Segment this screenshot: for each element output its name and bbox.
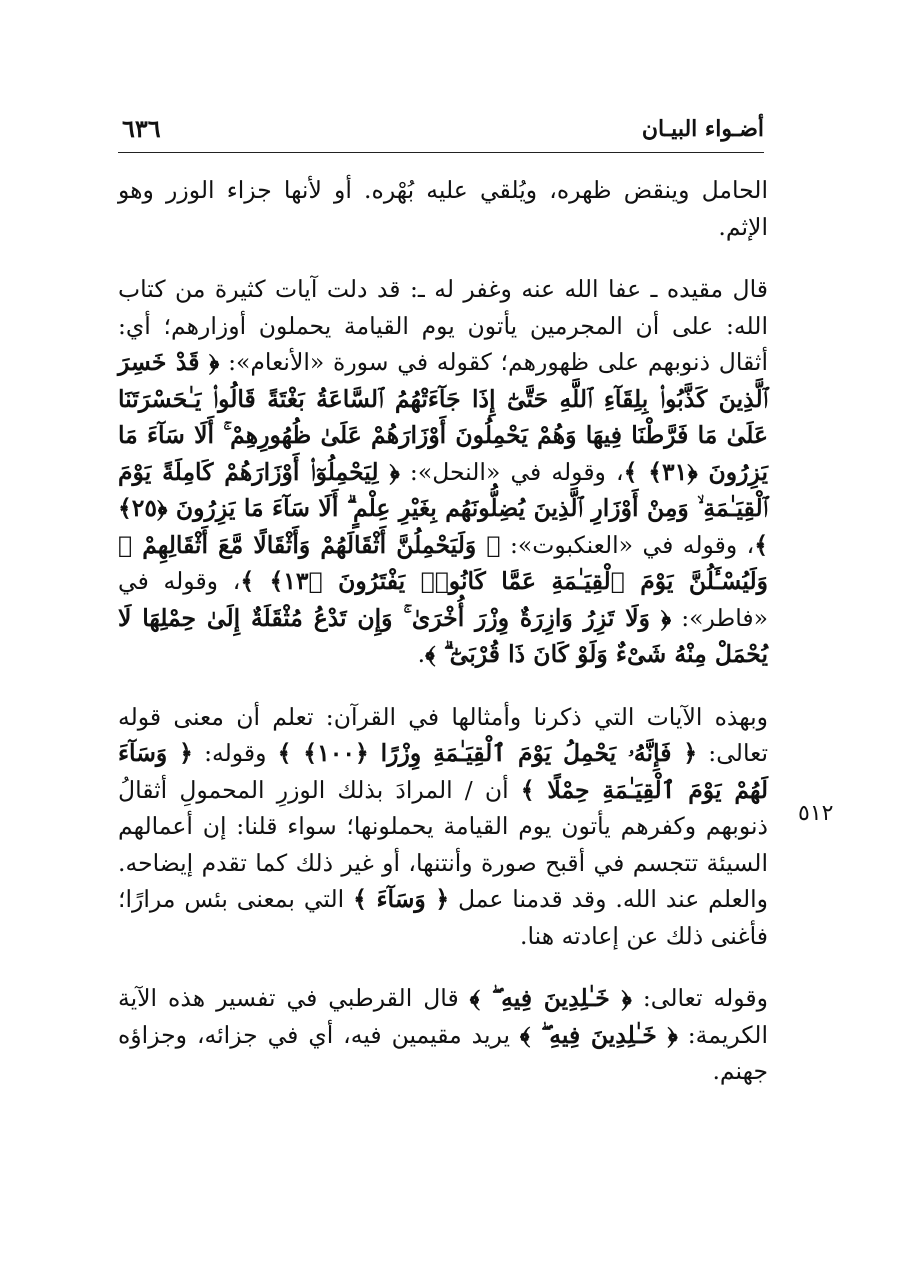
text-segment: ، وقوله في «النحل»: [399,457,624,486]
text-segment: وقوله تعالى: [631,984,768,1012]
quran-verse: ﴿ وَلَا تَزِرُ وَازِرَةٌ وِزْرَ أُخْرَىٰ ۚ وَإِن تَدْعُ مُثْقَلَةٌ إِلَىٰ حِمْلِهَا لَا يُحْمَلْ مِنْهُ شَىْءٌ وَلَوْ كَانَ ذَا قُرْبَىٰٓ ۗ ﴾ [118,603,768,668]
quran-verse: ﴿ وَسَآءَ ﴾ [353,885,450,913]
text-segment: وقوله: [192,739,278,767]
quran-verse: ﴿ فَإِنَّهُۥ يَحْمِلُ يَوْمَ ٱلْقِيَـٰمَةِ وِزْرًا ﴿١٠٠﴾ ﴾ [277,739,698,767]
quran-verse: ﴿ خَـٰلِدِينَ فِيهِ ۖ ﴾ [519,1020,678,1049]
quran-verse: ﴿ وَسَآءَ لَهُمْ يَوْمَ ٱلْقِيَـٰمَةِ حِمْلًا ﴾ [118,739,768,804]
text-segment: وبهذه الآيات التي ذكرنا وأمثالها في القرآن: تعلم أن معنى قوله تعالى: [118,702,768,767]
text-segment: ، وقوله في «العنكبوت»: [500,530,755,559]
page-body [118,172,768,1116]
book-title: أضـواء البيـان [641,116,764,142]
text-segment: ، وقوله في «فاطر»: [118,567,768,632]
text-segment: أن / المرادَ بذلك الوزرِ المحمولِ أثقالُ ذنوبهم وكفرهم يأتون يوم القيامة يحملونها؛ سواء قلنا: إن أعمالهم السيئة تتجسم في أقبح صورة وأنتنها، أو غير ذلك كما تقدم إيضاحه. والعلم عند الله. وقد قدمنا عمل [118,775,768,913]
page-header [118,112,764,153]
quran-verse: ﴿ خَـٰلِدِينَ فِيهِ ۖ ﴾ [469,984,632,1012]
text-segment: يريد مقيمين فيه، أي في جزائه، وجزاؤه جهنم. [118,1020,768,1085]
text-segment: قال مقيده ـ عفا الله عنه وغفر له ـ: قد دلت آيات كثيرة من كتاب الله: على أن المجرمين يأتون يوم القيامة يحملون أوزارهم؛ أي: أثقال ذنوبهم على ظهورهم؛ كقوله في سورة «الأنعام»: [118,275,768,376]
text-segment: التي بمعنى بئس مرارًا؛ فأغنى ذلك عن إعادته هنا. [118,885,768,950]
quran-verse: ﴿ قَدْ خَسِرَ ٱلَّذِينَ كَذَّبُوا۟ بِلِقَآءِ ٱللَّهِ حَتَّىٰٓ إِذَا جَآءَتْهُمُ ٱلسَّاعَةُ بَغْتَةً قَالُوا۟ يَـٰحَسْرَتَنَا عَلَىٰ مَا فَرَّطْنَا فِيهَا وَهُمْ يَحْمِلُونَ أَوْزَارَهُمْ عَلَىٰ ظُهُورِهِمْ ۚ أَلَا سَآءَ مَا يَزِرُونَ ﴿٣١﴾ ﴾ [118,348,768,486]
margin-page-marker: ٥١٢ [798,801,834,826]
quran-verse: ﴿ وَلَيَحْمِلُنَّ أَثْقَالَهُمْ وَأَثْقَالًا مَّعَ أَثْقَالِهِمْ ۖ وَلَيُسْـَٔلُنَّ يَوْمَ ٱلْقِيَـٰمَةِ عَمَّا كَانُوا۟ يَفْتَرُونَ ﴿١٣﴾ ﴾ [118,530,768,595]
page-number: ٦٣٦ [122,114,161,143]
paragraph [118,980,768,1090]
quran-verse: ﴿ لِيَحْمِلُوٓا۟ أَوْزَارَهُمْ كَامِلَةً يَوْمَ ٱلْقِيَـٰمَةِ ۙ وَمِنْ أَوْزَارِ ٱلَّذِينَ يُضِلُّونَهُم بِغَيْرِ عِلْمٍ ۗ أَلَا سَآءَ مَا يَزِرُونَ ﴿٢٥﴾ ﴾ [118,457,769,559]
text-segment: الحامل وينقض ظهره، ويُلقي عليه بُهْره. أو لأنها جزاء الوزر وهو الإثم. [118,176,768,241]
text-segment: . [417,640,426,668]
paragraph [118,699,768,955]
paragraph [118,172,768,245]
paragraph [118,271,768,673]
text-segment: قال القرطبي في تفسير هذه الآية الكريمة: [118,984,768,1049]
